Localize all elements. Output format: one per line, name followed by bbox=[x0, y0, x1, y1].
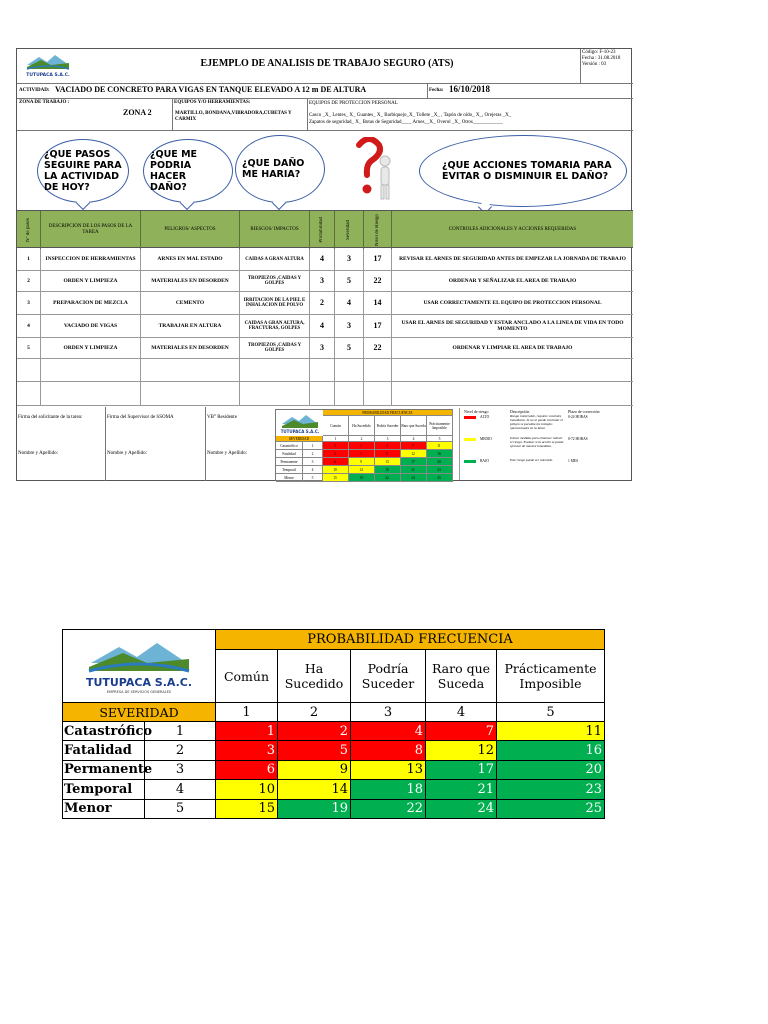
small-col-num: 2 bbox=[349, 436, 375, 442]
small-risk-cell: 20 bbox=[427, 458, 453, 466]
risk-cell: 14 bbox=[278, 780, 351, 799]
risk-cell: 9 bbox=[278, 761, 351, 780]
epp-label: EQUIPOS DE PROTECCION PERSONAL bbox=[309, 101, 398, 106]
firma-solicitante: Firma del solicitante de la tarea: bbox=[18, 415, 83, 420]
prob-col-header: Ha Sucedido bbox=[278, 650, 351, 703]
small-sev-label: Catastrófico bbox=[276, 442, 303, 450]
empty-row bbox=[17, 382, 633, 406]
small-risk-cell: 23 bbox=[427, 466, 453, 474]
legend-desc: Riesgo intolerable, requiere controles inmediatos. Si no se puede controlar el peligro se paraliza los trabajos operacionales en la labor. bbox=[510, 414, 563, 430]
small-sev-num: 2 bbox=[303, 450, 323, 458]
small-col-num: 3 bbox=[375, 436, 401, 442]
step-prob: 3 bbox=[310, 338, 335, 358]
epp-line1: Casco _X_ Lentes_ X_ Guantes_ X_ Barbiquejo_X_ Tollete _X_ , Tapón de oído_ X_, Orejeras _X_ bbox=[309, 113, 512, 118]
risk-cell: 25 bbox=[497, 800, 605, 819]
small-risk-cell: 9 bbox=[349, 458, 375, 466]
step-control: USAR CORRECTAMENTE EL EQUIPO DE PROTECCION PERSONAL bbox=[423, 299, 602, 306]
step-desc: PREPARACION DE MEZCLA bbox=[41, 292, 141, 314]
small-risk-cell: 24 bbox=[401, 474, 427, 482]
risk-cell: 2 bbox=[278, 722, 351, 741]
nombre-3: Nombre y Apellido: bbox=[207, 451, 247, 456]
step-riesgo: CAIDAS A GRAN ALTURA bbox=[240, 249, 310, 270]
nombre-2: Nombre y Apellido: bbox=[107, 451, 147, 456]
severity-label: Menor bbox=[63, 800, 145, 819]
risk-cell: 13 bbox=[351, 761, 426, 780]
table-row bbox=[17, 292, 633, 315]
risk-cell: 4 bbox=[351, 722, 426, 741]
bubble-pasos: ¿QUE PASOS SEGUIRE PARA LA ACTIVIDAD DE HOY? bbox=[37, 139, 129, 203]
risk-cell: 17 bbox=[426, 761, 497, 780]
severity-label: Permanente bbox=[63, 761, 145, 780]
legend-swatch bbox=[464, 438, 476, 441]
epp-line2: Zapatos de seguridad_ X_ Botas de Seguridad____ Arnes__X_ Overol _X_ Otros____________ bbox=[309, 120, 503, 125]
company-logo bbox=[23, 51, 73, 81]
activity-label: ACTIVIDAD: bbox=[19, 88, 50, 93]
risk-cell: 1 bbox=[216, 722, 278, 741]
step-prob: 4 bbox=[310, 249, 335, 270]
fecha-label: Fecha: bbox=[429, 88, 444, 93]
zona-label: ZONA DE TRABAJO : bbox=[19, 100, 70, 105]
prob-col-number: 3 bbox=[351, 703, 426, 722]
empty-row bbox=[17, 359, 633, 382]
small-prob-col: Prácticamente Imposible bbox=[427, 416, 453, 436]
severity-number: 2 bbox=[145, 741, 216, 760]
small-risk-cell: 5 bbox=[349, 450, 375, 458]
table-row bbox=[17, 315, 633, 338]
step-sev: 3 bbox=[335, 249, 364, 270]
table-row bbox=[17, 338, 633, 359]
risk-legend bbox=[459, 408, 631, 480]
step-prob: 4 bbox=[310, 315, 335, 337]
small-col-num: 5 bbox=[427, 436, 453, 442]
risk-cell: 11 bbox=[497, 722, 605, 741]
step-num: 2 bbox=[17, 271, 41, 291]
small-logo bbox=[278, 412, 322, 436]
small-prob-col: Raro que Suceda bbox=[401, 416, 427, 436]
small-risk-cell: 15 bbox=[323, 474, 349, 482]
small-risk-cell: 17 bbox=[401, 458, 427, 466]
small-risk-cell: 25 bbox=[427, 474, 453, 482]
risk-matrix bbox=[62, 629, 605, 819]
step-peligro: MATERIALES EN DESORDEN bbox=[141, 271, 240, 291]
step-riesgo: IRRITACION DE LA PIEL E INHALACION DE POLVO bbox=[240, 292, 310, 314]
prob-col-header: Raro que Suceda bbox=[426, 650, 497, 703]
step-desc: ORDEN Y LIMPIEZA bbox=[41, 271, 141, 291]
step-desc: ORDEN Y LIMPIEZA bbox=[41, 338, 141, 358]
small-risk-cell: 18 bbox=[375, 466, 401, 474]
severity-number: 1 bbox=[145, 722, 216, 741]
small-risk-cell: 1 bbox=[323, 442, 349, 450]
prob-col-header: Común bbox=[216, 650, 278, 703]
step-riesgo: TROPIEZOS ,CAIDAS Y GOLPES bbox=[240, 338, 310, 358]
step-nivel: 14 bbox=[364, 292, 392, 314]
small-sev-label: Permanente bbox=[276, 458, 303, 466]
nombre-1: Nombre y Apellido: bbox=[18, 451, 58, 456]
prob-col-header: Prácticamente Imposible bbox=[497, 650, 605, 703]
severidad-label: SEVERIDAD bbox=[63, 703, 216, 722]
bubble-riesgos: ¿QUE DAÑO ME HARIA? bbox=[235, 135, 325, 203]
legend-h1: Nivel de riesgo bbox=[464, 409, 489, 414]
legend-level: BAJO bbox=[480, 459, 489, 463]
step-sev: 4 bbox=[335, 292, 364, 314]
step-sev: 5 bbox=[335, 271, 364, 291]
risk-cell: 23 bbox=[497, 780, 605, 799]
bubble-controles: ¿QUE ACCIONES TOMARIA PARA EVITAR O DISMINUIR EL DAÑO? bbox=[419, 135, 627, 207]
step-num: 4 bbox=[17, 315, 41, 337]
prob-col-number: 1 bbox=[216, 703, 278, 722]
step-peligro: ARNES EN MAL ESTADO bbox=[141, 249, 240, 270]
step-prob: 2 bbox=[310, 292, 335, 314]
table-header bbox=[17, 210, 633, 248]
prob-col-number: 2 bbox=[278, 703, 351, 722]
logo-text: TUTUPACA S.A.C. bbox=[26, 73, 70, 78]
matrix-logo bbox=[63, 630, 216, 703]
matrix-company-name: TUTUPACA S.A.C. bbox=[85, 676, 193, 689]
legend-plazo: 0-24 HORAS bbox=[568, 415, 588, 419]
small-risk-cell: 7 bbox=[401, 442, 427, 450]
severity-number: 3 bbox=[145, 761, 216, 780]
table-row bbox=[17, 271, 633, 292]
legend-h3: Plazo de corrección bbox=[568, 409, 600, 414]
step-riesgo: CAIDAS A GRAN ALTURA, FRACTURAS, GOLPES bbox=[240, 315, 310, 337]
step-nivel: 17 bbox=[364, 315, 392, 337]
severity-number: 5 bbox=[145, 800, 216, 819]
severity-label: Temporal bbox=[63, 780, 145, 799]
fecha-value: 16/10/2018 bbox=[449, 84, 491, 94]
bubble-peligros: ¿QUE ME PODRIA HACER DAÑO? bbox=[143, 139, 233, 203]
risk-cell: 18 bbox=[351, 780, 426, 799]
header-nivel: Nivel de Riesgo bbox=[374, 213, 380, 247]
step-peligro: MATERIALES EN DESORDEN bbox=[141, 338, 240, 358]
step-control: ORDENAR Y SEÑALIZAR EL AREA DE TRABAJO bbox=[448, 277, 577, 284]
small-risk-cell: 4 bbox=[375, 442, 401, 450]
small-sev-label: Temporal bbox=[276, 466, 303, 474]
small-prob-col: Ha Sucedido bbox=[349, 416, 375, 436]
severity-label: Catastrófico bbox=[63, 722, 145, 741]
small-severidad: SEVERIDAD bbox=[276, 436, 323, 442]
small-risk-cell: 16 bbox=[427, 450, 453, 458]
question-figure-icon bbox=[347, 137, 397, 203]
document-title: EJEMPLO DE ANALISIS DE TRABAJO SEGURO (ATS) bbox=[200, 58, 454, 69]
small-risk-cell: 6 bbox=[323, 458, 349, 466]
step-riesgo: TROPIEZOS ,CAIDAS Y GOLPES bbox=[240, 271, 310, 291]
header-sev: Severidad bbox=[346, 220, 351, 240]
svg-text:TUTUPACA S.A.C.: TUTUPACA S.A.C. bbox=[280, 429, 320, 434]
legend-level: ALTO bbox=[480, 415, 490, 419]
small-risk-cell: 22 bbox=[375, 474, 401, 482]
legend-desc: Iniciar medidas para eliminar/ reducir el riesgo. Evaluar si la acción se puede ejecutar de manera inmediata. bbox=[510, 436, 564, 448]
risk-cell: 20 bbox=[497, 761, 605, 780]
small-sev-label: Fatalidad bbox=[276, 450, 303, 458]
doc-meta: Código: F-10-23 Fecha : 31.08.2018 Versión : 03 bbox=[582, 50, 621, 67]
risk-cell: 24 bbox=[426, 800, 497, 819]
small-risk-cell: 2 bbox=[349, 442, 375, 450]
step-num: 5 bbox=[17, 338, 41, 358]
activity-value: VACIADO DE CONCRETO PARA VIGAS EN TANQUE ELEVADO A 12 m DE ALTURA bbox=[55, 85, 367, 94]
prob-col-header: Podría Suceder bbox=[351, 650, 426, 703]
risk-cell: 6 bbox=[216, 761, 278, 780]
small-risk-cell: 19 bbox=[349, 474, 375, 482]
risk-cell: 12 bbox=[426, 741, 497, 760]
step-control: ORDENAR Y LIMPIAR EL AREA DE TRABAJO bbox=[452, 344, 573, 351]
small-col-num: 1 bbox=[323, 436, 349, 442]
step-sev: 5 bbox=[335, 338, 364, 358]
legend-swatch bbox=[464, 460, 476, 463]
risk-cell: 16 bbox=[497, 741, 605, 760]
step-desc: INSPECCION DE HERRAMIENTAS bbox=[41, 249, 141, 270]
firma-residente: VB° Residente bbox=[207, 415, 237, 420]
step-num: 1 bbox=[17, 249, 41, 270]
legend-plazo: 0-72 HORAS bbox=[568, 437, 588, 441]
ats-document bbox=[16, 48, 632, 481]
legend-h2: Descripción bbox=[510, 409, 530, 414]
risk-cell: 7 bbox=[426, 722, 497, 741]
risk-cell: 22 bbox=[351, 800, 426, 819]
step-desc: VACIADO DE VIGAS bbox=[41, 315, 141, 337]
legend-desc: Este riesgo puede ser tolerable. bbox=[510, 458, 554, 462]
small-risk-cell: 13 bbox=[375, 458, 401, 466]
firma-supervisor: Firma del Supervisor de SSOMA bbox=[107, 415, 174, 420]
risk-cell: 19 bbox=[278, 800, 351, 819]
zona-value: ZONA 2 bbox=[123, 108, 152, 117]
prob-col-number: 5 bbox=[497, 703, 605, 722]
header-peligros: PELIGROS/ ASPECTOS bbox=[141, 211, 240, 249]
risk-cell: 21 bbox=[426, 780, 497, 799]
step-peligro: TRABAJAR EN ALTURA bbox=[141, 315, 240, 337]
step-nivel: 22 bbox=[364, 271, 392, 291]
step-sev: 3 bbox=[335, 315, 364, 337]
small-prob-col: Podría Suceder bbox=[375, 416, 401, 436]
prob-header: PROBABILIDAD FRECUENCIA bbox=[216, 630, 605, 650]
risk-cell: 10 bbox=[216, 780, 278, 799]
legend-plazo: 1 MES bbox=[568, 459, 579, 463]
header-riesgos: RIESGOS/ IMPACTOS bbox=[240, 211, 310, 249]
step-peligro: CEMENTO bbox=[141, 292, 240, 314]
severity-label: Fatalidad bbox=[63, 741, 145, 760]
small-sev-num: 3 bbox=[303, 458, 323, 466]
step-control: REVISAR EL ARNES DE SEGURIDAD ANTES DE EMPEZAR LA JORNADA DE TRABAJO bbox=[399, 256, 626, 263]
risk-cell: 8 bbox=[351, 741, 426, 760]
step-nivel: 22 bbox=[364, 338, 392, 358]
small-sev-num: 1 bbox=[303, 442, 323, 450]
header-controles: CONTROLES ADICIONALES Y ACCIONES REQUERIDAS bbox=[448, 227, 577, 232]
step-control: USAR EL ARNES DE SEGURIDAD Y ESTAR ANCLADO A LA LINEA DE VIDA EN TODO MOMENTO bbox=[401, 319, 624, 332]
small-col-num: 4 bbox=[401, 436, 427, 442]
equipos-value: MARTILLO, BONDANA,VIBRADORA,CUBETAS Y CARMIX bbox=[175, 111, 292, 122]
equipos-label: EQUIPOS Y/O HERRAMIENTAS: bbox=[174, 100, 251, 105]
risk-cell: 3 bbox=[216, 741, 278, 760]
small-risk-cell: 8 bbox=[375, 450, 401, 458]
small-risk-matrix bbox=[275, 409, 453, 481]
small-risk-cell: 12 bbox=[401, 450, 427, 458]
severity-number: 4 bbox=[145, 780, 216, 799]
legend-swatch bbox=[464, 416, 476, 419]
small-risk-cell: 21 bbox=[401, 466, 427, 474]
small-risk-cell: 3 bbox=[323, 450, 349, 458]
header-desc: DESCRIPCION DE LOS PASOS DE LA TAREA bbox=[41, 211, 141, 249]
header-num: N° de pasos bbox=[25, 218, 31, 242]
header-prob: Probabilidad bbox=[319, 217, 324, 243]
prob-col-number: 4 bbox=[426, 703, 497, 722]
step-nivel: 17 bbox=[364, 249, 392, 270]
table-row bbox=[17, 249, 633, 271]
small-risk-cell: 10 bbox=[323, 466, 349, 474]
small-sev-label: Menor bbox=[276, 474, 303, 482]
step-prob: 3 bbox=[310, 271, 335, 291]
small-prob-col: Común bbox=[323, 416, 349, 436]
matrix-company-sub: EMPRESA DE SERVICIOS GENERALES bbox=[106, 690, 172, 694]
risk-cell: 15 bbox=[216, 800, 278, 819]
risk-cell: 5 bbox=[278, 741, 351, 760]
small-risk-cell: 14 bbox=[349, 466, 375, 474]
small-prob-header: PROBABILIDAD FRECUENCIA bbox=[323, 410, 453, 416]
legend-level: MEDIO bbox=[480, 437, 492, 441]
step-num: 3 bbox=[17, 292, 41, 314]
small-sev-num: 4 bbox=[303, 466, 323, 474]
small-risk-cell: 11 bbox=[427, 442, 453, 450]
small-sev-num: 5 bbox=[303, 474, 323, 482]
